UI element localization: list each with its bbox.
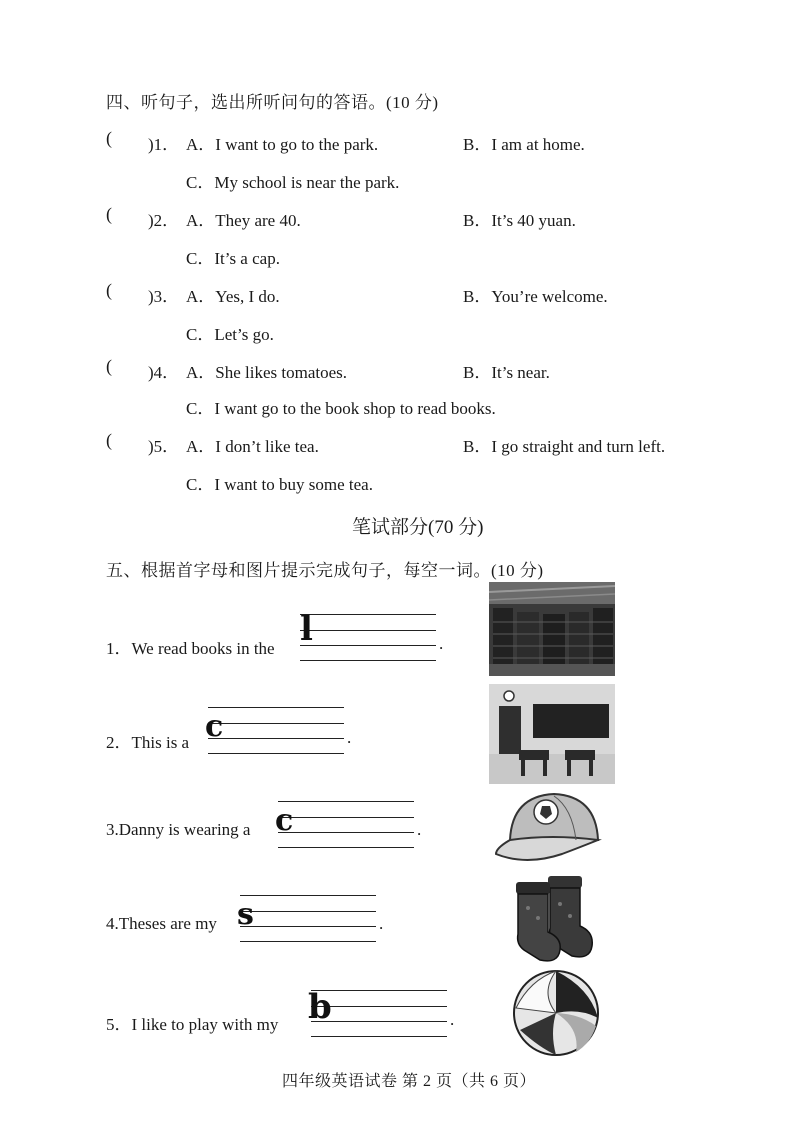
item-prefix: 5．I like to play with my <box>106 1015 279 1034</box>
answer-blank[interactable] <box>278 832 414 833</box>
guide-line <box>240 895 376 896</box>
classroom-icon <box>489 684 615 784</box>
period: . <box>379 914 384 933</box>
period: . <box>417 820 422 839</box>
initial-letter: c <box>205 709 224 744</box>
library-icon <box>489 582 615 676</box>
cap-icon <box>492 788 612 870</box>
section5-title: 五、根据首字母和图片提示完成句子，每空一词。(10 分) <box>106 561 544 580</box>
option-b: B．You’re welcome. <box>463 287 608 306</box>
written-part-title: 笔试部分(70 分) <box>352 517 484 538</box>
option-b: B．It’s near. <box>463 363 550 382</box>
option-c: C．I want to buy some tea. <box>186 475 373 494</box>
option-b: B．I go straight and turn left. <box>463 437 666 456</box>
item-prefix: 3.Danny is wearing a <box>106 820 251 839</box>
guide-line <box>208 753 344 754</box>
guide-line <box>300 660 436 661</box>
initial-letter: l <box>300 609 313 649</box>
option-c: C．Let’s go. <box>186 325 274 344</box>
option-b: B．I am at home. <box>463 135 585 154</box>
guide-line <box>278 847 414 848</box>
question-number: )5． <box>148 437 180 456</box>
answer-paren[interactable]: ( <box>106 204 112 224</box>
option-c: C．My school is near the park. <box>186 173 400 192</box>
initial-letter: b <box>308 987 332 1027</box>
period: . <box>439 634 444 653</box>
answer-blank[interactable] <box>300 645 436 646</box>
question-number: )4． <box>148 363 180 382</box>
answer-paren[interactable]: ( <box>106 280 112 300</box>
initial-letter: c <box>275 803 294 838</box>
option-c: C．It’s a cap. <box>186 249 280 268</box>
option-b: B．It’s 40 yuan. <box>463 211 576 230</box>
socks-icon <box>510 874 600 964</box>
guide-line <box>208 707 344 708</box>
question-number: )2． <box>148 211 180 230</box>
option-a: A．I don’t like tea. <box>186 437 319 456</box>
guide-line <box>240 911 376 912</box>
page-footer: 四年级英语试卷 第 2 页（共 6 页） <box>282 1073 537 1090</box>
item-prefix: 1．We read books in the <box>106 639 275 658</box>
guide-line <box>311 1036 447 1037</box>
ball-icon <box>510 968 602 1058</box>
answer-paren[interactable]: ( <box>106 128 112 148</box>
question-number: )1． <box>148 135 180 154</box>
period: . <box>450 1010 455 1029</box>
item-prefix: 4.Theses are my <box>106 914 217 933</box>
option-a: A．She likes tomatoes. <box>186 363 348 382</box>
option-c: C．I want go to the book shop to read books. <box>186 399 496 418</box>
option-a: A．They are 40. <box>186 211 301 230</box>
initial-letter: s <box>237 897 254 932</box>
answer-blank[interactable] <box>208 738 344 739</box>
option-a: A．I want to go to the park. <box>186 135 379 154</box>
section4-title: 四、听句子，选出所听问句的答语。(10 分) <box>106 93 439 112</box>
option-a: A．Yes, I do. <box>186 287 280 306</box>
period: . <box>347 728 352 747</box>
guide-line <box>278 817 414 818</box>
guide-line <box>300 614 436 615</box>
answer-paren[interactable]: ( <box>106 430 112 450</box>
guide-line <box>208 723 344 724</box>
item-prefix: 2．This is a <box>106 733 190 752</box>
guide-line <box>240 941 376 942</box>
guide-line <box>300 630 436 631</box>
guide-line <box>278 801 414 802</box>
answer-paren[interactable]: ( <box>106 356 112 376</box>
answer-blank[interactable] <box>240 926 376 927</box>
question-number: )3． <box>148 287 180 306</box>
